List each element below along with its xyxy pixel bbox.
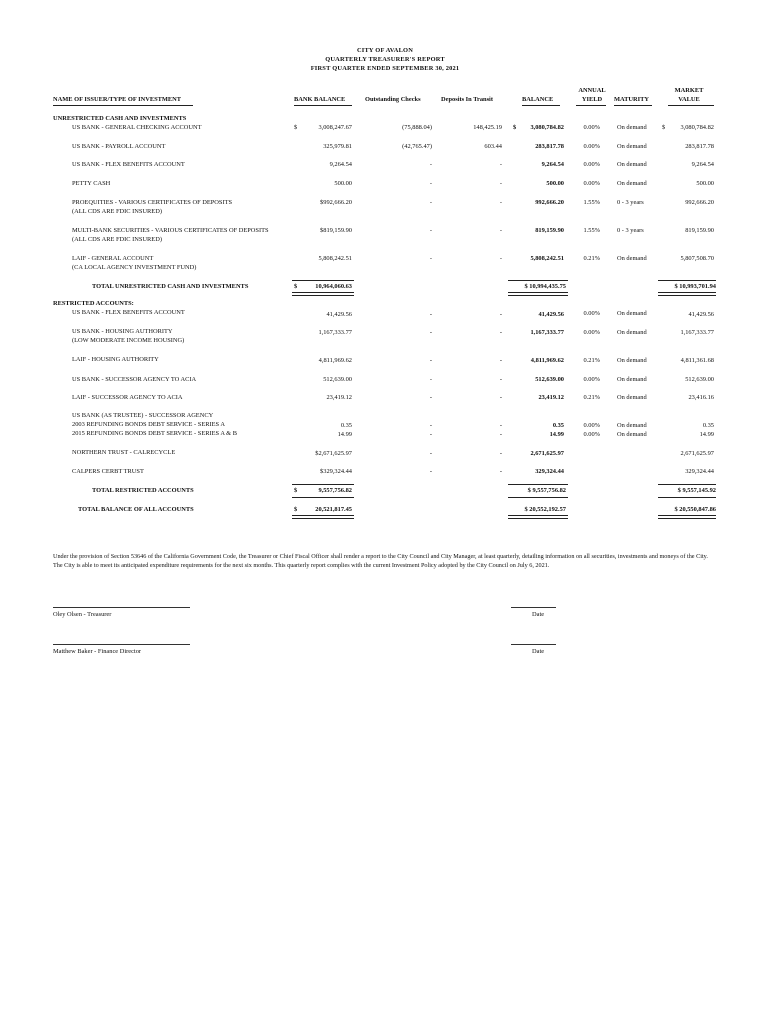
row-deposits: - [499,180,502,187]
row-maturity: On demand [617,124,647,131]
row-bank-balance: 0.35 [340,422,352,429]
col-bank-balance-header: BANK BALANCE [294,96,346,103]
row-deposits: - [499,431,502,438]
row-bank-balance: 500.00 [334,180,352,187]
row-yield: 0.00% [583,329,600,336]
row-outstanding: (75,888.04) [402,124,432,131]
row-bank-balance: 325,979.81 [323,143,352,150]
total-restricted-balance: $ 9,557,756.82 [527,487,566,494]
row-name-sub: (ALL CDS ARE FDIC INSURED) [72,236,162,243]
row-deposits: - [499,422,502,429]
row-name: LAIF - HOUSING AUTHORITY [72,356,159,363]
row-balance: 819,159.90 [535,227,564,234]
row-bank-balance: 41,429.56 [326,311,352,318]
row-bank-balance: 4,811,969.62 [318,357,352,364]
row-bank-balance: $819,159.90 [320,227,352,234]
row-outstanding: - [429,329,432,336]
row-balance: 3,080,784.82 [530,124,564,131]
row-outstanding: (42,765.47) [402,143,432,150]
row-deposits: - [499,468,502,475]
row-bank-balance: 14.99 [337,431,352,438]
row-balance: 500.00 [546,180,564,187]
col-yield-header-bottom: YIELD [581,96,603,103]
signature-finance-director: Matthew Baker - Finance Director [53,648,142,655]
row-outstanding: - [429,227,432,234]
row-yield: 0.00% [583,143,600,150]
total-unrestricted-bank: 10,964,060.63 [315,283,352,290]
row-market-value: 1,167,333.77 [680,329,714,336]
total-all-market: $ 20,550,847.86 [674,506,716,513]
section-restricted: RESTRICTED ACCOUNTS: [53,300,134,307]
row-yield: 1.55% [583,199,600,206]
row-yield: 0.00% [583,124,600,131]
total-unrestricted-bank-prefix: $ [294,283,298,290]
row-market-value: 819,159.90 [685,227,714,234]
row-deposits: - [499,329,502,336]
row-balance: 512,639.00 [535,376,564,383]
row-name: NORTHERN TRUST - CALRECYCLE [72,449,176,456]
row-name: PROEQUITIES - VARIOUS CERTIFICATES OF DEPOSITS [72,199,233,206]
col-market-header-bottom: VALUE [678,96,700,103]
row-maturity: On demand [617,357,647,364]
row-bank-balance: 5,808,242.51 [318,255,352,262]
row-name: US BANK - GENERAL CHECKING ACCOUNT [72,124,202,131]
row-name: US BANK - PAYROLL ACCOUNT [72,143,166,150]
row-maturity: On demand [617,431,647,438]
signature-date-2: Date [532,648,545,655]
row-outstanding: - [429,431,432,438]
row-maturity: On demand [617,161,647,168]
row-name-sub: (LOW MODERATE INCOME HOUSING) [72,337,185,344]
row-outstanding: - [429,199,432,206]
row-outstanding: - [429,161,432,168]
row-deposits: - [499,255,502,262]
row-bank-balance: 512,639.00 [323,376,352,383]
row-name: US BANK - SUCCESSOR AGENCY TO ACIA [72,376,197,383]
col-name-header: NAME OF ISSUER/TYPE OF INVESTMENT [53,96,182,103]
row-yield: 0.00% [583,422,600,429]
row-market-value: 14.99 [699,431,714,438]
row-yield: 0.00% [583,310,600,317]
report-city: CITY OF AVALON [356,47,414,54]
row-name: LAIF - GENERAL ACCOUNT [72,255,154,262]
row-maturity: On demand [617,394,647,401]
row-mv-prefix: $ [662,124,666,131]
row-balance: 283,817.78 [535,143,564,150]
row-deposits: 148,425.19 [473,124,502,131]
col-market-header-top: MARKET [674,87,704,94]
row-market-value: 500.00 [696,180,714,187]
row-deposits: - [499,450,502,457]
row-outstanding: - [429,422,432,429]
signature-treasurer: Oley Olsen - Treasurer [53,611,112,618]
row-market-value: 3,080,784.82 [680,124,714,131]
row-market-value: 9,264.54 [691,161,714,168]
row-deposits: - [499,199,502,206]
row-name: US BANK - HOUSING AUTHORITY [72,328,173,335]
row-market-value: 992,666.20 [685,199,714,206]
row-outstanding: - [429,180,432,187]
row-bank-balance: 23,419.12 [326,394,352,401]
row-deposits: - [499,394,502,401]
row-maturity: 0 - 3 years [617,227,644,234]
row-outstanding: - [429,311,432,318]
row-bank-balance: $2,671,625.97 [315,450,352,457]
row-bank-balance: 3,008,247.67 [318,124,352,131]
row-yield: 0.21% [583,255,600,262]
col-outstanding-checks-header: Outstanding Checks [365,96,421,103]
total-restricted-label: TOTAL RESTRICTED ACCOUNTS [92,487,194,494]
row-bank-balance: 1,167,333.77 [318,329,352,336]
row-market-value: 283,817.78 [685,143,714,150]
row-yield: 0.21% [583,357,600,364]
row-balance: 1,167,333.77 [530,329,564,336]
row-name: PETTY CASH [72,180,111,187]
total-unrestricted-balance: $ 10,994,435.75 [524,283,566,290]
row-maturity: On demand [617,422,647,429]
row-outstanding: - [429,394,432,401]
row-bank-balance: $329,324.44 [320,468,352,475]
section-unrestricted: UNRESTRICTED CASH AND INVESTMENTS [53,115,187,122]
row-bank-balance: 9,264.54 [329,161,352,168]
row-deposits: - [499,357,502,364]
row-yield: 0.00% [583,161,600,168]
row-maturity: 0 - 3 years [617,199,644,206]
row-name: US BANK - FLEX BENEFITS ACCOUNT [72,309,185,316]
col-balance-header: BALANCE [522,96,554,103]
row-yield: 0.21% [583,394,600,401]
row-bank-prefix: $ [294,124,298,131]
report-title: QUARTERLY TREASURER'S REPORT [325,56,445,63]
row-yield: 0.00% [583,376,600,383]
row-deposits: 603.44 [484,143,502,150]
row-bank-balance: $992,666.20 [320,199,352,206]
row-market-value: 4,811,361.68 [680,357,714,364]
total-unrestricted-label: TOTAL UNRESTRICTED CASH AND INVESTMENTS [92,283,249,290]
row-name: 2003 REFUNDING BONDS DEBT SERVICE - SERIES A [72,421,225,428]
row-name: 2015 REFUNDING BONDS DEBT SERVICE - SERIES A & B [72,430,238,437]
row-maturity: On demand [617,143,647,150]
row-name-sub: (CA LOCAL AGENCY INVESTMENT FUND) [72,264,197,271]
row-balance-prefix: $ [513,124,517,131]
row-yield: 0.00% [583,180,600,187]
col-deposits-header: Deposits In Transit [441,96,493,103]
row-balance: 329,324.44 [535,468,564,475]
row-deposits: - [499,311,502,318]
row-market-value: 41,429.56 [688,311,714,318]
total-all-label: TOTAL BALANCE OF ALL ACCOUNTS [78,506,194,513]
row-balance: 41,429.56 [538,311,564,318]
row-market-value: 23,416.16 [688,394,714,401]
trustee-title: US BANK (AS TRUSTEE) - SUCCESSOR AGENCY [72,412,214,419]
row-balance: 4,811,969.62 [530,357,564,364]
row-market-value: 329,324.44 [685,468,714,475]
row-maturity: On demand [617,180,647,187]
row-market-value: 5,807,508.70 [680,255,714,262]
total-unrestricted-market: $ 10,993,701.94 [674,283,716,290]
total-all-bank: 20,521,817.45 [315,506,352,513]
row-name-sub: (ALL CDS ARE FDIC INSURED) [72,208,162,215]
total-restricted-market: $ 9,557,145.92 [677,487,716,494]
total-all-bank-prefix: $ [294,506,298,513]
row-balance: 0.35 [552,422,564,429]
row-balance: 14.99 [549,431,564,438]
row-maturity: On demand [617,329,647,336]
row-deposits: - [499,227,502,234]
row-name: LAIF - SUCCESSOR AGENCY TO ACIA [72,394,183,401]
signature-date-1: Date [532,611,545,618]
row-balance: 9,264.54 [541,161,564,168]
row-yield: 0.00% [583,431,600,438]
row-market-value: 0.35 [702,422,714,429]
row-name: US BANK - FLEX BENEFITS ACCOUNT [72,161,185,168]
row-maturity: On demand [617,255,647,262]
row-maturity: On demand [617,376,647,383]
row-deposits: - [499,161,502,168]
certification-paragraph: Under the provision of Section 53646 of the California Government Code, the Treasurer or Chief Fiscal Officer shall render a report to the City Council and City Manager, at least quarterly, detailing information on all securities, investments and moneys of the City. The City is able to meet its anticipated expenditure requirements for the next six months. This quarterly report complies with the current Investment Policy adopted by the City Council on July 6, 2021. [53,553,708,569]
row-outstanding: - [429,255,432,262]
row-deposits: - [499,376,502,383]
row-maturity: On demand [617,310,647,317]
row-market-value: 512,639.00 [685,376,714,383]
row-outstanding: - [429,450,432,457]
row-outstanding: - [429,376,432,383]
total-restricted-bank-prefix: $ [294,487,298,494]
row-outstanding: - [429,357,432,364]
row-balance: 992,666.20 [535,199,564,206]
total-all-balance: $ 20,552,192.57 [524,506,566,513]
row-balance: 5,808,242.51 [530,255,564,262]
row-market-value: 2,671,625.97 [680,450,714,457]
row-yield: 1.55% [583,227,600,234]
report-period: FIRST QUARTER ENDED SEPTEMBER 30, 2021 [310,65,460,72]
row-balance: 2,671,625.97 [530,450,564,457]
row-outstanding: - [429,468,432,475]
row-name: CALPERS CERBT TRUST [72,468,144,475]
col-maturity-header: MATURITY [614,96,650,103]
col-yield-header-top: ANNUAL [578,87,606,94]
row-balance: 23,419.12 [538,394,564,401]
total-restricted-bank: 9,557,756.82 [318,487,352,494]
row-name: MULTI-BANK SECURITIES - VARIOUS CERTIFICATES OF DEPOSITS [72,227,269,234]
